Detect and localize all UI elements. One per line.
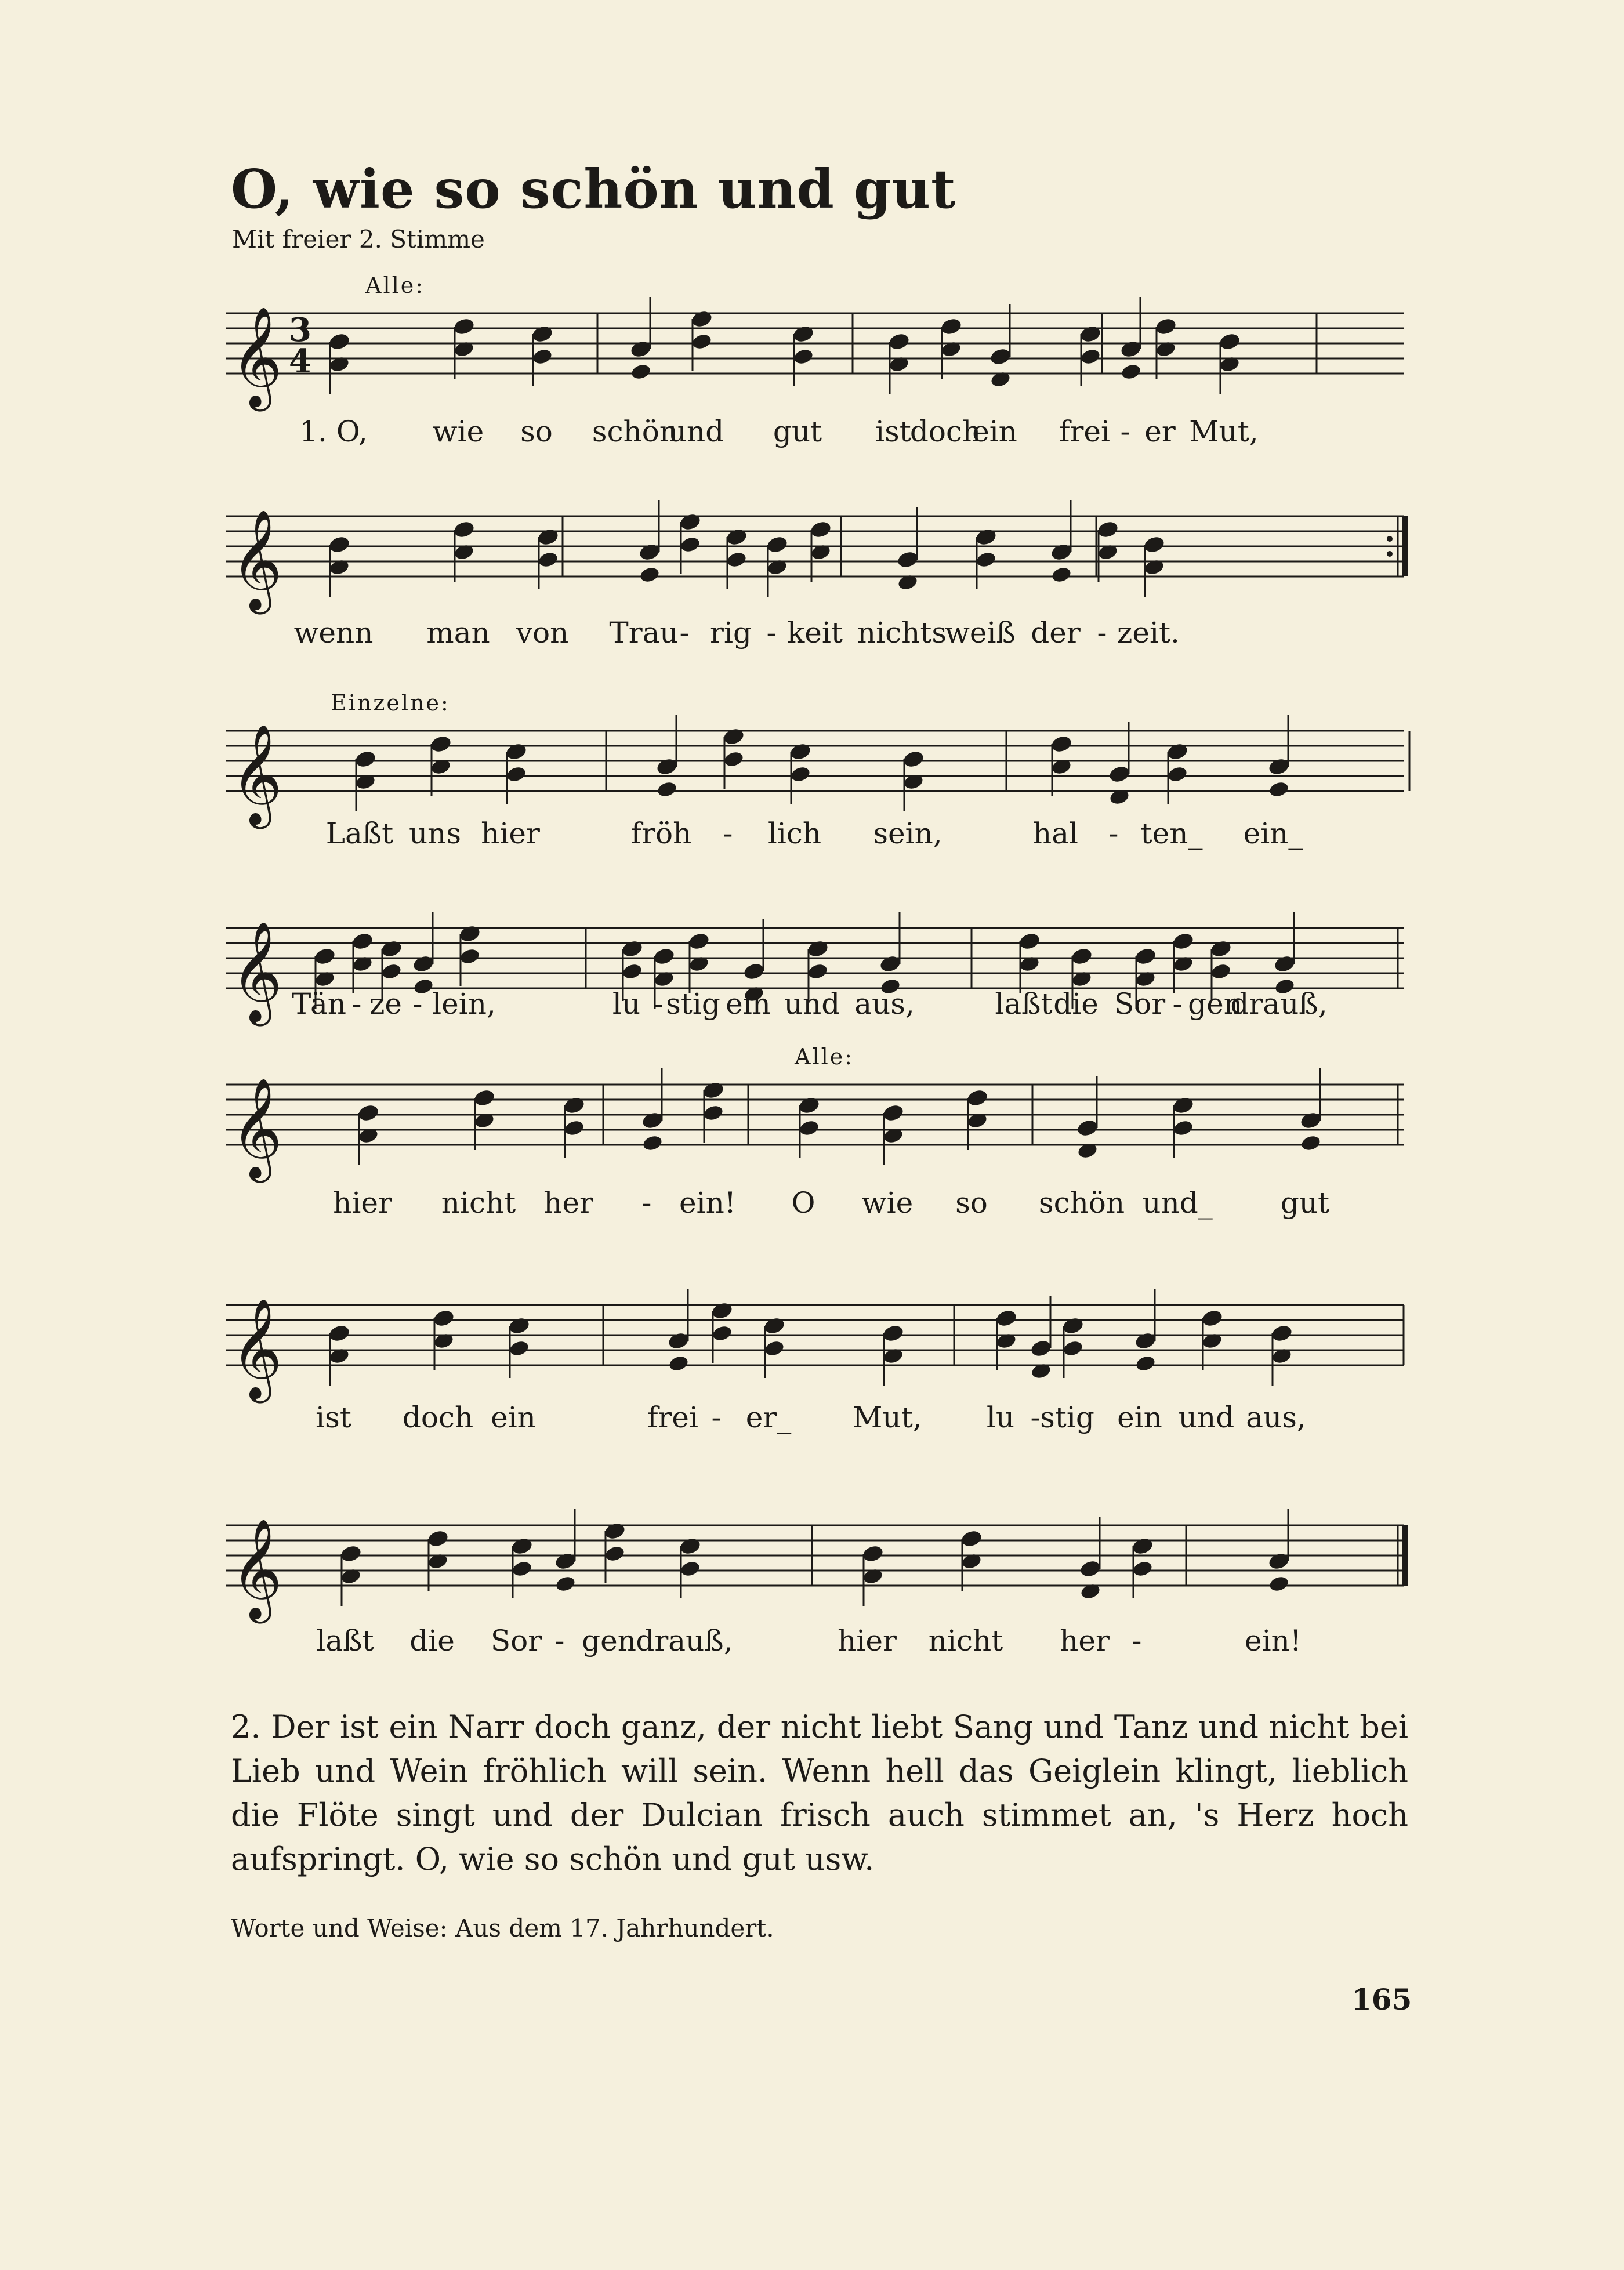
note-head — [452, 520, 476, 539]
note-head — [1166, 742, 1189, 761]
note-head-second-voice — [656, 780, 678, 799]
note-head-second-voice — [508, 1339, 530, 1358]
lyric-syllable: er — [1144, 415, 1176, 448]
music-system-5 — [226, 1044, 1409, 1218]
staff-notation-7 — [226, 1485, 1409, 1624]
staff-notation-6 — [226, 1264, 1409, 1404]
repeat-dot — [1387, 551, 1393, 557]
lyric-syllable: so — [955, 1186, 988, 1220]
lyric-syllable: - — [711, 1401, 722, 1434]
lyric-syllable: Mut, — [1189, 415, 1259, 448]
note-head — [452, 317, 476, 336]
note-head-second-voice — [537, 550, 559, 569]
treble-clef: 𝄞 — [231, 1298, 282, 1399]
note-head-second-voice — [1120, 362, 1142, 381]
lyric-syllable: - — [554, 1624, 565, 1658]
note-head — [458, 924, 481, 944]
stanza-2-text: 2. Der ist ein Narr doch ganz, der nicht liebt Sang und Tanz und nicht bei Lieb und Wein fröhlich will sein. Wenn hell das Geiglein klingt, lieblich die Flöte singt und der Dulcian frisch auch stimmet an, 's Herz hoch aufspringt. O, wie so schön und gut usw. — [231, 1709, 1408, 1877]
lyric-syllable: - — [412, 987, 423, 1021]
lyric-syllable: nichts — [857, 616, 947, 650]
note-head-second-voice — [641, 1134, 664, 1152]
lyric-syllable: ten_ — [1140, 817, 1203, 850]
note-head — [989, 347, 1012, 367]
lyric-syllable: - — [653, 987, 664, 1021]
lyric-syllable: drauß, — [1230, 987, 1328, 1021]
lyric-syllable: Sor — [1114, 987, 1166, 1021]
note-head — [687, 931, 710, 951]
note-head-second-voice — [975, 550, 997, 569]
lyric-syllable: gut — [1280, 1186, 1330, 1220]
note-head — [798, 1096, 821, 1115]
song-title: O, wie so schön und gut — [231, 158, 956, 220]
note-head-second-voice — [711, 1324, 733, 1343]
note-head-second-voice — [763, 1339, 785, 1358]
staff-notation-2 — [226, 476, 1409, 615]
note-head-second-voice — [702, 1104, 724, 1122]
note-head — [974, 527, 998, 547]
note-head-second-voice — [691, 332, 713, 351]
lyric-syllable: - — [1172, 987, 1183, 1021]
lyric-syllable: und — [1178, 1401, 1235, 1434]
source-credit: Worte und Weise: Aus dem 17. Jahrhundert. — [231, 1914, 774, 1942]
note-head — [432, 1308, 455, 1328]
lyric-syllable: - — [641, 1186, 652, 1220]
lyric-syllable: - — [1132, 1624, 1142, 1658]
note-head-second-voice — [668, 1354, 690, 1373]
note-head — [473, 1088, 496, 1108]
note-head — [655, 757, 679, 777]
lyric-syllable: fröh — [630, 817, 692, 850]
note-head — [1172, 931, 1195, 951]
lyric-syllable: ein — [726, 987, 771, 1021]
lyric-syllable: - — [1108, 817, 1119, 850]
note-head — [995, 1308, 1018, 1328]
note-head-second-voice — [1132, 1560, 1154, 1578]
lyric-syllable: die — [1053, 987, 1099, 1021]
note-head — [792, 324, 815, 344]
note-head — [603, 1521, 626, 1541]
note-head-second-voice — [1268, 780, 1290, 799]
treble-clef: 𝄞 — [231, 306, 282, 407]
note-head-second-voice — [459, 947, 481, 966]
lyric-syllable: die — [409, 1624, 455, 1658]
lyric-syllable: sein, — [873, 817, 942, 850]
note-head — [960, 1529, 983, 1549]
note-head — [1131, 1536, 1154, 1556]
note-head-second-voice — [1134, 1354, 1157, 1373]
lyric-syllable: - — [1030, 1401, 1041, 1434]
lyric-syllable: wie — [432, 415, 484, 448]
lyric-syllable: gut — [773, 415, 822, 448]
music-system-3 — [226, 690, 1409, 864]
final-bar — [1402, 1525, 1408, 1586]
lyric-syllable: ein! — [1245, 1624, 1302, 1658]
lyric-syllable: wie — [861, 1186, 913, 1220]
note-head-second-voice — [639, 565, 661, 584]
note-head — [679, 1536, 702, 1556]
note-head — [505, 742, 528, 761]
note-head — [1267, 1551, 1290, 1571]
lyric-syllable: von — [516, 616, 569, 650]
lyric-syllable: gen — [1188, 987, 1242, 1021]
note-head — [380, 939, 403, 959]
note-head — [328, 535, 351, 554]
note-head — [351, 931, 374, 951]
note-head — [1050, 542, 1073, 562]
note-head — [1079, 1559, 1102, 1579]
lyric-syllable: drauß, — [636, 1624, 733, 1658]
note-head — [1119, 339, 1143, 359]
note-head — [1273, 954, 1296, 974]
note-head — [1299, 1111, 1322, 1130]
time-signature-top: 3 — [289, 311, 311, 349]
note-head — [339, 1544, 362, 1564]
note-head — [679, 512, 702, 532]
note-head — [966, 1088, 989, 1108]
note-head-second-voice — [554, 1575, 577, 1593]
note-head — [882, 1323, 905, 1343]
note-head — [1134, 1331, 1157, 1351]
lyric-syllable: ist — [875, 415, 911, 448]
lyric-syllable: laßt — [995, 987, 1053, 1021]
final-bar — [1402, 516, 1408, 576]
voice-marker-einzelne: Einzelne: — [331, 690, 450, 716]
note-head-second-voice — [1172, 1119, 1194, 1137]
lyric-syllable: aus, — [1246, 1401, 1306, 1434]
lyric-syllable: gen — [582, 1624, 636, 1658]
treble-clef: 𝄞 — [231, 1518, 282, 1619]
lyric-syllable: Sor — [490, 1624, 542, 1658]
note-head-second-voice — [1079, 347, 1101, 366]
note-head — [702, 1080, 725, 1100]
lyric-syllable: - — [766, 616, 777, 650]
note-head — [1076, 1118, 1099, 1138]
time-signature-bottom: 4 — [289, 342, 311, 380]
lyric-syllable: 1. O, — [299, 415, 368, 448]
note-head — [1096, 520, 1119, 539]
note-head — [940, 317, 963, 336]
note-head — [896, 550, 919, 570]
note-head — [690, 309, 713, 329]
lyric-syllable: ze — [369, 987, 402, 1021]
lyric-syllable: und_ — [1142, 1186, 1213, 1220]
note-head — [313, 947, 336, 966]
note-head-second-voice — [726, 550, 748, 569]
note-head — [667, 1331, 690, 1351]
note-head — [806, 939, 829, 959]
note-head — [563, 1096, 586, 1115]
note-head — [638, 542, 661, 562]
lyric-syllable: Tän — [292, 987, 346, 1021]
note-head — [1267, 757, 1290, 777]
note-head — [879, 954, 902, 974]
note-head-second-voice — [679, 1560, 701, 1578]
lyric-syllable: keit — [787, 616, 843, 650]
lyric-syllable: so — [520, 415, 553, 448]
staff-notation-3 — [226, 690, 1409, 829]
note-head-second-voice — [531, 347, 553, 366]
lyric-syllable: Laßt — [325, 817, 394, 850]
note-head-second-voice — [723, 750, 745, 768]
lyric-syllable: zeit. — [1117, 616, 1180, 650]
note-head-second-voice — [1050, 565, 1072, 584]
note-head-second-voice — [807, 962, 829, 981]
lyric-syllable: - — [679, 616, 690, 650]
lyric-syllable: nicht — [441, 1186, 516, 1220]
lyric-syllable: hier — [333, 1186, 392, 1220]
lyric-syllable: wenn — [293, 616, 374, 650]
lyric-syllable: - — [723, 817, 733, 850]
staff-notation-1 — [226, 273, 1409, 412]
lyric-syllable: weiß — [945, 616, 1016, 650]
note-head-second-voice — [789, 765, 811, 784]
note-head-second-voice — [1166, 765, 1188, 784]
note-head — [412, 954, 435, 974]
note-head-second-voice — [798, 1119, 820, 1137]
note-head-second-voice — [630, 362, 652, 381]
song-subtitle: Mit freier 2. Stimme — [232, 225, 485, 253]
note-head — [1172, 1096, 1195, 1115]
note-head — [1270, 1323, 1293, 1343]
note-head — [1061, 1316, 1085, 1336]
note-head — [426, 1529, 449, 1549]
note-head-second-voice — [679, 535, 701, 554]
note-head — [1070, 947, 1093, 966]
treble-clef: 𝄞 — [231, 509, 282, 610]
lyric-syllable: uns — [408, 817, 462, 850]
note-head — [1134, 947, 1157, 966]
note-head-second-voice — [1062, 1339, 1084, 1358]
note-head — [507, 1316, 531, 1336]
note-head — [763, 1316, 786, 1336]
note-head — [887, 332, 911, 351]
lyric-syllable: und — [784, 987, 840, 1021]
lyric-syllable: und — [668, 415, 724, 448]
note-head — [554, 1551, 577, 1571]
note-head-second-voice — [1268, 1575, 1290, 1593]
lyric-syllable: her — [1060, 1624, 1110, 1658]
lyric-syllable: er_ — [745, 1401, 792, 1434]
lyric-syllable: rig — [710, 616, 752, 650]
lyric-syllable: hal — [1032, 817, 1079, 850]
note-head-second-voice — [1210, 962, 1232, 981]
note-head-second-voice — [604, 1544, 626, 1563]
note-head-second-voice — [505, 765, 527, 784]
note-head — [1050, 734, 1073, 754]
lyric-syllable: man — [426, 616, 490, 650]
note-head — [328, 1323, 351, 1343]
note-head-second-voice — [511, 1560, 533, 1578]
note-head — [789, 742, 812, 761]
lyric-syllable: Mut, — [853, 1401, 922, 1434]
lyric-syllable: - — [351, 987, 362, 1021]
note-head — [1209, 939, 1232, 959]
music-system-1 — [226, 273, 1409, 447]
note-head — [652, 947, 676, 966]
lyric-syllable: ein — [972, 415, 1017, 448]
note-head — [861, 1544, 884, 1564]
note-head-second-voice — [792, 347, 814, 366]
lyric-syllable: lu — [612, 987, 641, 1021]
note-head — [1079, 324, 1102, 344]
lyric-syllable: der — [1031, 616, 1081, 650]
lyric-syllable: lich — [767, 817, 822, 850]
note-head — [328, 332, 351, 351]
lyric-syllable: frei — [647, 1401, 698, 1434]
note-head — [531, 324, 554, 344]
note-head — [1108, 764, 1131, 784]
lyric-syllable: ist — [316, 1401, 351, 1434]
repeat-dot — [1387, 536, 1393, 542]
music-system-4 — [226, 887, 1409, 1061]
lyric-syllable: her — [543, 1186, 593, 1220]
note-head — [1143, 535, 1166, 554]
lyric-syllable: ein — [491, 1401, 536, 1434]
lyric-syllable: lu — [986, 1401, 1015, 1434]
note-head — [1030, 1339, 1053, 1358]
lyric-syllable: ein! — [679, 1186, 736, 1220]
lyric-syllable: - — [1120, 415, 1130, 448]
music-system-2 — [226, 476, 1409, 650]
voice-marker-alle: Alle: — [795, 1044, 854, 1069]
lyric-syllable: ein_ — [1243, 817, 1303, 850]
note-head — [809, 520, 832, 539]
note-head — [429, 734, 452, 754]
music-system-6 — [226, 1264, 1409, 1438]
note-head — [1201, 1308, 1224, 1328]
note-head — [1154, 317, 1177, 336]
note-head — [354, 749, 377, 769]
note-head — [902, 749, 925, 769]
note-head — [536, 527, 560, 547]
lyric-syllable: schön — [592, 415, 679, 448]
note-head — [725, 527, 748, 547]
lyric-syllable: nicht — [928, 1624, 1003, 1658]
note-head — [1218, 332, 1241, 351]
note-head-second-voice — [380, 962, 403, 981]
treble-clef: 𝄞 — [231, 1078, 282, 1178]
treble-clef: 𝄞 — [231, 724, 282, 825]
note-head — [510, 1536, 534, 1556]
lyric-syllable: Trau — [609, 616, 679, 650]
note-head — [357, 1103, 380, 1123]
lyric-syllable: schön — [1038, 1186, 1125, 1220]
lyric-syllable: stig — [666, 987, 720, 1021]
lyric-syllable: lein, — [432, 987, 496, 1021]
note-head — [1018, 931, 1041, 951]
note-head-second-voice — [1300, 1134, 1322, 1152]
staff-notation-5 — [226, 1044, 1409, 1183]
treble-clef: 𝄞 — [231, 921, 282, 1022]
lyric-syllable: O — [791, 1186, 815, 1220]
lyric-syllable: doch — [402, 1401, 474, 1434]
note-head — [641, 1111, 664, 1130]
lyric-syllable: stig — [1040, 1401, 1094, 1434]
voice-marker-alle: Alle: — [365, 273, 425, 298]
note-head — [629, 339, 652, 359]
lyric-syllable: frei — [1059, 415, 1110, 448]
lyric-syllable: hier — [481, 817, 540, 850]
note-head — [710, 1301, 734, 1321]
lyric-syllable: hier — [838, 1624, 897, 1658]
note-head — [742, 962, 766, 981]
lyric-syllable: aus, — [854, 987, 915, 1021]
note-head — [766, 535, 789, 554]
note-head — [882, 1103, 905, 1123]
note-head — [722, 727, 745, 746]
note-head — [621, 939, 644, 959]
music-system-7 — [226, 1485, 1409, 1659]
lyric-syllable: doch — [909, 415, 981, 448]
note-head-second-voice — [563, 1119, 585, 1137]
page-number: 165 — [1351, 1982, 1412, 2017]
note-head-second-voice — [621, 962, 643, 981]
lyric-syllable: - — [1097, 616, 1107, 650]
lyric-syllable: laßt — [316, 1624, 374, 1658]
lyric-syllable: ein — [1117, 1401, 1162, 1434]
